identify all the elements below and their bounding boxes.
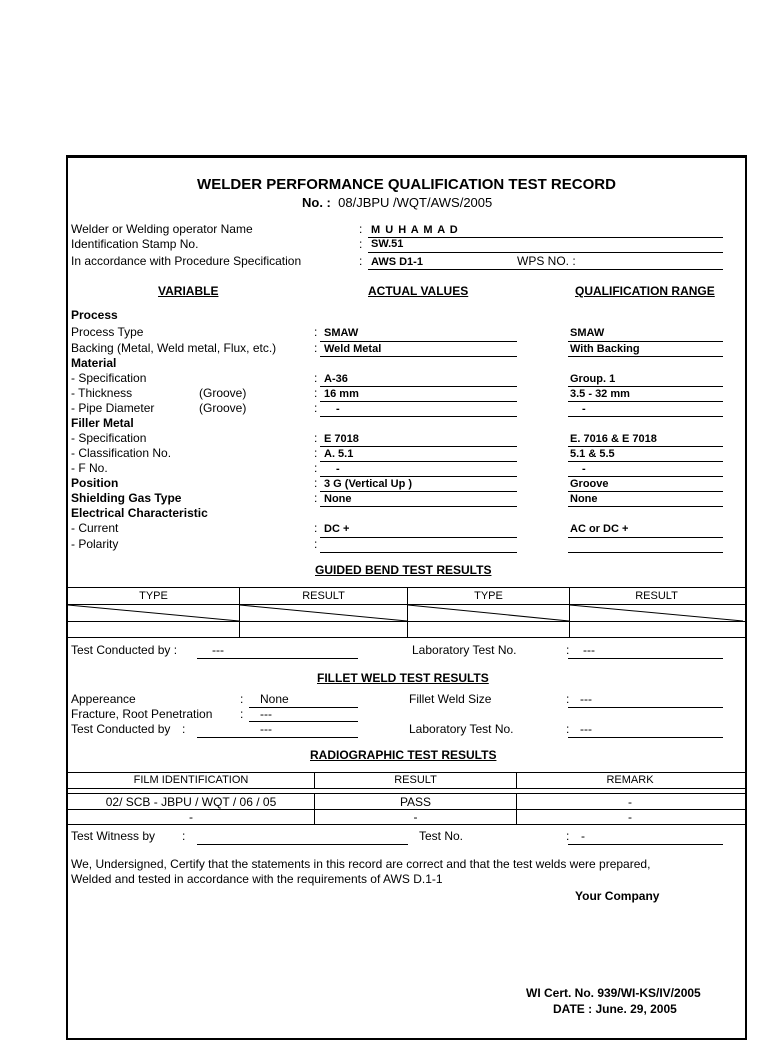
variable-column-header: VARIABLE bbox=[158, 284, 219, 298]
underline bbox=[568, 491, 723, 492]
colon: : bbox=[314, 476, 318, 490]
fillet-lab-label: Laboratory Test No. bbox=[409, 722, 514, 736]
bend-lab-value: --- bbox=[583, 643, 595, 657]
colon: : bbox=[240, 692, 244, 706]
bend-type-header: TYPE bbox=[474, 590, 503, 602]
radiographic-heading: RADIOGRAPHIC TEST RESULTS bbox=[310, 748, 497, 762]
current-label: - Current bbox=[71, 521, 119, 535]
material-spec-actual: A-36 bbox=[324, 373, 348, 385]
fillet-weld-heading: FILLET WELD TEST RESULTS bbox=[317, 671, 489, 685]
material-heading: Material bbox=[71, 356, 117, 370]
underline bbox=[568, 341, 723, 342]
record-number bbox=[302, 196, 492, 210]
radio-result-header: RESULT bbox=[394, 774, 437, 786]
table-border bbox=[66, 793, 745, 794]
fillet-conducted-value: --- bbox=[260, 722, 272, 736]
appearance-value: None bbox=[260, 692, 289, 706]
process-type-range: SMAW bbox=[570, 327, 605, 339]
guided-bend-heading: GUIDED BEND TEST RESULTS bbox=[315, 563, 492, 577]
stamp-line bbox=[368, 252, 723, 253]
diagonal-slash bbox=[408, 605, 569, 621]
filler-spec-range: E. 7016 & E 7018 bbox=[570, 433, 657, 445]
diagonal-slash bbox=[68, 605, 239, 621]
qualification-range-column-header: QUALIFICATION RANGE bbox=[575, 284, 715, 298]
thickness-actual: 16 mm bbox=[324, 388, 359, 400]
colon: : bbox=[182, 829, 186, 843]
table-border bbox=[66, 637, 745, 638]
underline bbox=[320, 401, 517, 402]
diagonal-slash bbox=[240, 605, 407, 621]
shielding-gas-label: Shielding Gas Type bbox=[71, 491, 182, 505]
underline bbox=[320, 506, 517, 507]
fracture-label: Fracture, Root Penetration bbox=[71, 707, 213, 721]
position-range: Groove bbox=[570, 478, 609, 490]
underline bbox=[568, 461, 723, 462]
colon: : bbox=[359, 254, 363, 268]
colon: : bbox=[566, 692, 570, 706]
colon: : bbox=[314, 341, 318, 355]
underline bbox=[320, 476, 517, 477]
underline bbox=[320, 537, 517, 538]
f-no-actual: - bbox=[336, 463, 340, 475]
table-border bbox=[66, 824, 745, 825]
procedure-spec-label: In accordance with Procedure Specification bbox=[71, 254, 302, 268]
underline bbox=[568, 737, 723, 738]
procedure-spec-value: AWS D1-1 bbox=[371, 256, 423, 268]
underline bbox=[568, 476, 723, 477]
underline bbox=[568, 356, 723, 357]
process-type-actual: SMAW bbox=[324, 327, 359, 339]
bend-result-header: RESULT bbox=[635, 590, 678, 602]
welder-name-line bbox=[368, 237, 723, 238]
thickness-sub: (Groove) bbox=[199, 386, 247, 400]
welder-name-label: Welder or Welding operator Name bbox=[71, 222, 253, 236]
classification-actual: A. 5.1 bbox=[324, 448, 354, 460]
underline bbox=[197, 844, 408, 845]
witness-label: Test Witness by bbox=[71, 829, 156, 843]
appearance-label: Appereance bbox=[71, 692, 136, 706]
polarity-label: - Polarity bbox=[71, 537, 119, 551]
underline bbox=[320, 461, 517, 462]
thickness-label: - Thickness bbox=[71, 386, 133, 400]
record-number-value: 08/JBPU /WQT/AWS/2005 bbox=[338, 195, 493, 210]
bend-conducted-label: Test Conducted by : bbox=[71, 643, 178, 657]
table-border bbox=[66, 772, 745, 773]
wps-label: WPS NO. : bbox=[517, 254, 576, 268]
underline bbox=[320, 386, 517, 387]
material-spec-range: Group. 1 bbox=[570, 373, 616, 385]
pipe-diameter-range: - bbox=[582, 403, 586, 415]
underline bbox=[320, 552, 517, 553]
spec-line bbox=[368, 269, 723, 270]
film-id-cell: - bbox=[189, 810, 193, 824]
filler-spec-label: - Specification bbox=[71, 431, 147, 445]
radio-result-cell: PASS bbox=[399, 795, 432, 809]
fracture-value: --- bbox=[260, 707, 272, 721]
fillet-conducted-label: Test Conducted by bbox=[71, 722, 171, 736]
underline bbox=[320, 341, 517, 342]
f-no-label: - F No. bbox=[71, 461, 108, 475]
colon: : bbox=[314, 401, 318, 415]
backing-actual: Weld Metal bbox=[324, 343, 382, 355]
underline bbox=[320, 491, 517, 492]
colon: : bbox=[240, 707, 244, 721]
process-heading: Process bbox=[71, 308, 118, 322]
colon: : bbox=[314, 325, 318, 339]
stamp-value: SW.51 bbox=[371, 238, 404, 250]
bend-type-header: TYPE bbox=[139, 590, 168, 602]
backing-label: Backing (Metal, Weld metal, Flux, etc.) bbox=[71, 341, 277, 355]
test-no-value: - bbox=[581, 829, 585, 843]
underline bbox=[568, 446, 723, 447]
underline bbox=[320, 446, 517, 447]
bend-conducted-value: --- bbox=[212, 643, 224, 657]
company-name: Your Company bbox=[575, 889, 660, 903]
cert-date: DATE : June. 29, 2005 bbox=[553, 1002, 677, 1016]
film-id-header: FILM IDENTIFICATION bbox=[133, 774, 249, 786]
bend-lab-label: Laboratory Test No. bbox=[412, 643, 517, 657]
process-type-label: Process Type bbox=[71, 325, 144, 339]
certification-statement-line1: We, Undersigned, Certify that the statements in this record are correct and that the test welds were prepared, bbox=[71, 857, 651, 871]
film-id-cell: 02/ SCB - JBPU / WQT / 06 / 05 bbox=[105, 795, 277, 809]
pipe-diameter-actual: - bbox=[336, 403, 340, 415]
page-title: WELDER PERFORMANCE QUALIFICATION TEST RECORD bbox=[197, 176, 616, 193]
underline bbox=[568, 844, 723, 845]
pipe-diameter-sub: (Groove) bbox=[199, 401, 247, 415]
colon: : bbox=[566, 722, 570, 736]
thickness-range: 3.5 - 32 mm bbox=[570, 388, 630, 400]
test-no-label: Test No. bbox=[419, 829, 464, 843]
fillet-lab-value: --- bbox=[580, 722, 592, 736]
bend-empty-row bbox=[66, 604, 745, 622]
classification-label: - Classification No. bbox=[71, 446, 172, 460]
table-border bbox=[66, 587, 745, 588]
classification-range: 5.1 & 5.5 bbox=[570, 448, 615, 460]
colon: : bbox=[314, 461, 318, 475]
colon: : bbox=[314, 521, 318, 535]
colon: : bbox=[359, 237, 363, 251]
backing-range: With Backing bbox=[570, 343, 640, 355]
underline bbox=[568, 416, 723, 417]
colon: : bbox=[314, 386, 318, 400]
underline bbox=[320, 356, 517, 357]
remark-cell: - bbox=[628, 795, 632, 809]
underline bbox=[568, 552, 723, 553]
shielding-gas-actual: None bbox=[324, 493, 352, 505]
record-number-label: No. : bbox=[302, 195, 331, 210]
colon: : bbox=[314, 491, 318, 505]
electrical-heading: Electrical Characteristic bbox=[71, 506, 208, 520]
remark-cell: - bbox=[628, 810, 632, 824]
underline bbox=[568, 506, 723, 507]
table-border bbox=[66, 788, 745, 789]
colon: : bbox=[314, 446, 318, 460]
colon: : bbox=[314, 371, 318, 385]
underline bbox=[568, 386, 723, 387]
colon: : bbox=[359, 222, 363, 236]
colon: : bbox=[566, 829, 570, 843]
certification-statement-line2: Welded and tested in accordance with the requirements of AWS D.1-1 bbox=[71, 872, 443, 886]
filler-spec-actual: E 7018 bbox=[324, 433, 359, 445]
current-actual: DC + bbox=[324, 523, 350, 535]
remark-header: REMARK bbox=[606, 774, 654, 786]
diagonal-slash bbox=[570, 605, 743, 621]
colon: : bbox=[314, 537, 318, 551]
colon: : bbox=[314, 431, 318, 445]
filler-metal-heading: Filler Metal bbox=[71, 416, 134, 430]
actual-values-column-header: ACTUAL VALUES bbox=[368, 284, 469, 298]
cert-number: WI Cert. No. 939/WI-KS/IV/2005 bbox=[526, 986, 701, 1000]
position-label: Position bbox=[71, 476, 119, 490]
underline bbox=[568, 658, 723, 659]
position-actual: 3 G (Vertical Up ) bbox=[324, 478, 413, 490]
f-no-range: - bbox=[582, 463, 586, 475]
radio-result-cell: - bbox=[413, 810, 418, 824]
underline bbox=[197, 737, 358, 738]
underline bbox=[197, 658, 358, 659]
welder-name-value: M U H A M A D bbox=[371, 224, 459, 236]
underline bbox=[568, 401, 723, 402]
colon: : bbox=[566, 643, 570, 657]
pipe-diameter-label: - Pipe Diameter bbox=[71, 401, 155, 415]
underline bbox=[568, 537, 723, 538]
underline bbox=[320, 416, 517, 417]
shielding-gas-range: None bbox=[570, 493, 598, 505]
stamp-label: Identification Stamp No. bbox=[71, 237, 199, 251]
fillet-size-value: --- bbox=[580, 692, 592, 706]
fillet-size-label: Fillet Weld Size bbox=[409, 692, 492, 706]
underline bbox=[568, 707, 723, 708]
bend-result-header: RESULT bbox=[302, 590, 345, 602]
colon: : bbox=[182, 722, 186, 736]
current-range: AC or DC + bbox=[570, 523, 629, 535]
material-spec-label: - Specification bbox=[71, 371, 147, 385]
